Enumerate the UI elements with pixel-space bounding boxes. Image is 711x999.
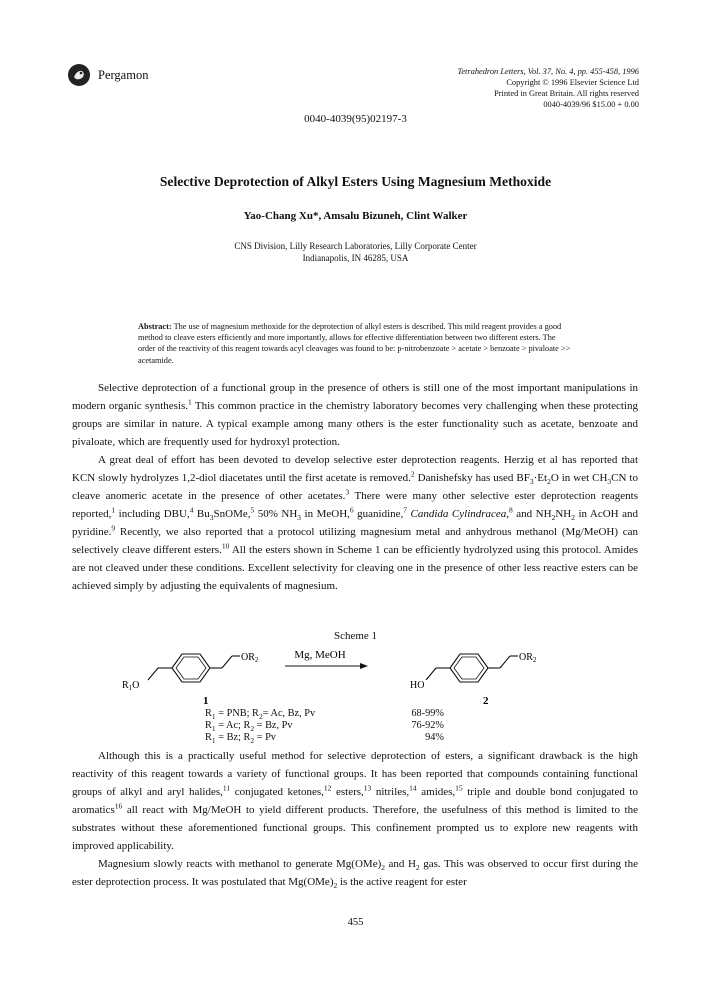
printed-line: Printed in Great Britain. All rights reserved <box>494 89 639 98</box>
compound-2-label: 2 <box>483 695 489 707</box>
reagent-label: Mg, MeOH <box>294 649 346 661</box>
body-lower <box>72 747 638 891</box>
yield-value: 68-99% <box>411 708 444 719</box>
arrow-head-icon <box>360 663 368 669</box>
document-code: 0040-4039(95)02197-3 <box>304 113 407 125</box>
abstract-text: The use of magnesium methoxide for the deprotection of alkyl esters is described. This mild reagent provides a good method to cleave esters efficiently and more importantly, allows for effective differentiation between two different esters. The order of the reactivity of this reagent towards acyl cleavages was found to be: p-nitrobenzoate > acetate > benzoate > pivaloate >> acetamide. <box>138 322 571 365</box>
journal-line: Tetrahedron Letters, Vol. 37, No. 4, pp. 455-458, 1996 <box>457 67 639 76</box>
compound-2-structure <box>426 654 518 682</box>
paragraph-3: Although this is a practically useful method for selective deprotection of esters, a significant drawback is the high reactivity of this reagent towards a variety of functional groups. It has been reported that compounds containing functional groups of alkyl and aryl halides,$^{11}$ conjugated ketones,$^{12}$ esters,$^{13}$ nitriles,$^{14}$ amides,$^{15}$ triple and double bond conjugated to aromatics$^{16}$ all react with Mg/MeOH to yield different products. Therefore, the usefulness of this method is limited to the substrates without these aforementioned functional groups. This confinement prompted us to explore new reagents with improved applicability. <box>72 750 638 852</box>
page-number: 455 <box>347 917 364 928</box>
scheme-title: Scheme 1 <box>333 630 378 642</box>
compound-1-structure <box>148 654 240 682</box>
yield-value: 94% <box>425 732 444 743</box>
condition-row: $R_1 = Ac$; $R_2 = Bz$, Pv <box>205 720 293 734</box>
paragraph-4: Magnesium slowly reacts with methanol to generate $Mg(OMe)_2$ and $H_2$ gas. This was observed to occur first during the ester deprotection process. It was postulated that $Mg(OMe)_2$ is the active reagent for ester <box>72 858 638 891</box>
condition-row: $R_1 = Bz$; $R_2 = Pv$ <box>205 732 276 746</box>
abstract: Abstract: The use of magnesium methoxide for the deprotection of alkyl esters is described. This mild reagent provides a good method to cleave esters efficiently and more importantly, allows for effective differentiation between two different esters. The order of the reactivity of this reagent towards acyl cleavages was found to be: p-nitrobenzoate > acetate > benzoate > pivaloate >> acetamide. <box>138 322 571 365</box>
condition-row: $R_1$ = PNB; $R_2= Ac$, Bz, Pv <box>205 708 316 722</box>
right-or2-label: $OR_2$ <box>519 652 537 664</box>
left-r1o-label: $R_1O$ <box>122 680 140 692</box>
compound-1-label: 1 <box>203 695 209 707</box>
journal-info <box>457 66 639 110</box>
pergamon-logo-icon <box>68 64 90 86</box>
scheme-1-drawing <box>120 646 590 708</box>
paper-title: Selective Deprotection of Alkyl Esters Using Magnesium Methoxide <box>159 174 552 189</box>
scheme-conditions <box>205 708 315 744</box>
paragraph-1: Selective deprotection of a functional group in the presence of others is still one of the most important manipulations in modern organic synthesis.$^1$ This common practice in the chemistry laboratory becomes very challenging when these protecting groups are similar in nature. A typical example among many others is the ester functionality such as acetate, benzoate and pivaloate, which are frequently used for hydroxyl protection. <box>72 382 638 448</box>
affiliation-line-2: Indianapolis, IN 46285, USA <box>302 252 409 263</box>
right-ho-label: HO <box>410 680 425 691</box>
yield-value: 76-92% <box>411 720 444 731</box>
body-upper <box>72 379 638 595</box>
affiliation-line-1: CNS Division, Lilly Research Laboratories, Lilly Corporate Center <box>234 241 477 251</box>
scheme-yields <box>386 708 444 744</box>
publisher-name: Pergamon <box>98 68 149 82</box>
abstract-label: Abstract <box>138 322 169 331</box>
paper-authors: Yao-Chang Xu*, Amsalu Bizuneh, Clint Walker <box>243 210 468 222</box>
paragraph-2: A great deal of effort has been devoted to develop selective ester deprotection reagents. Herzig et al has reported that KCN slowly hydrolyzes 1,2-diol diacetates until the first acetate is removed.$^2$ Danishefsky has used $BF_3\cdot Et_2O$ in wet $CH_3CN$ to cleave anomeric acetate in the presence of other acetates.$^3$ There were many other selective ester deprotection reagents reported,$^1$ including DBU,$^4$ $Bu_3SnOMe,^5$ 50% $NH_3$ in MeOH,$^6$ guanidine,$^7$ Candida Cylindracea,$^8$ and $NH_2NH_2$ in AcOH and pyridine.$^9$ Recently, we also reported that a protocol utilizing magnesium metal and anhydrous methanol (Mg/MeOH) can selectively cleave different esters.$^{10}$ All the esters shown in Scheme 1 can be efficiently hydrolyzed using this protocol. Amides are not cleaved under these conditions. Excellent selectivity for cleaving one in the presence of other less reactive esters can be achieved simply by adjusting the equivalents of magnesium. <box>72 454 638 592</box>
affiliation <box>0 241 711 264</box>
issn-line: 0040-4039/96 $15.00 + 0.00 <box>543 100 639 109</box>
copyright-line: Copyright © 1996 Elsevier Science Ltd <box>506 78 639 87</box>
left-or2-label: $OR_2$ <box>241 652 259 664</box>
